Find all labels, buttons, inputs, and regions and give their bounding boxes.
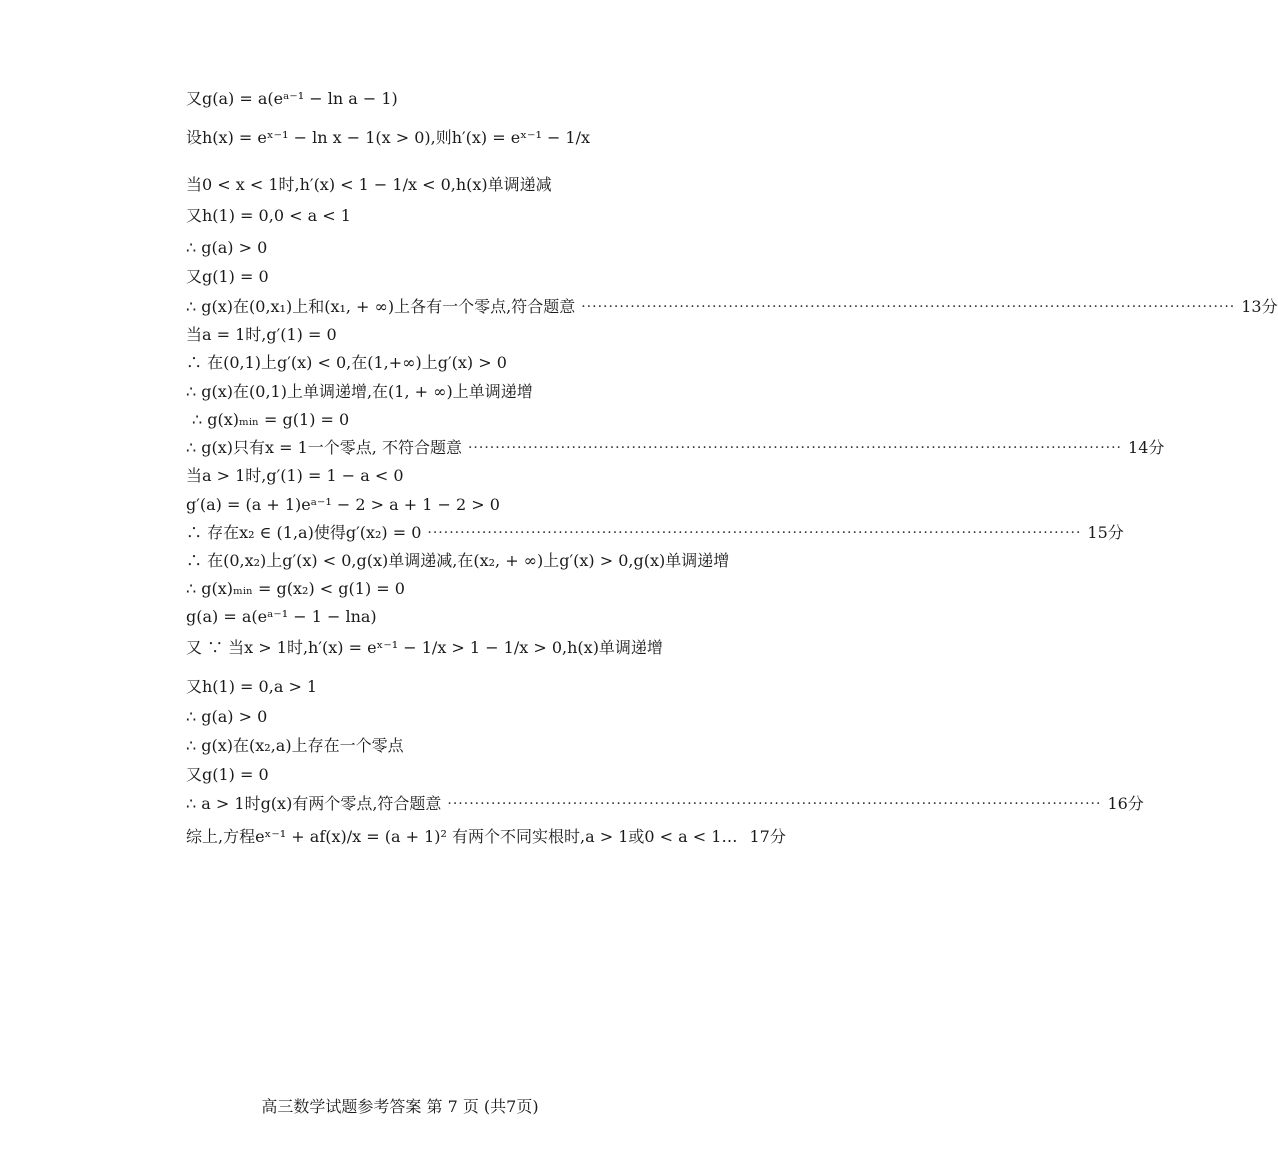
solution-line (192, 409, 766, 431)
line-text: 又g(1) = 0 (186, 765, 269, 784)
solution-line (186, 352, 766, 374)
solution-line (186, 522, 1124, 544)
line-text: 设h(x) = eˣ⁻¹ − ln x − 1(x > 0),则h′(x) = eˣ⁻¹ − 1/x (186, 128, 591, 147)
line-text: 又h(1) = 0,0 < a < 1 (186, 206, 351, 225)
line-text: g′(a) = (a + 1)eᵃ⁻¹ − 2 > a + 1 − 2 > 0 (186, 495, 500, 514)
line-text: 当a = 1时,g′(1) = 0 (186, 325, 337, 344)
line-text: ∴ g(a) > 0 (186, 238, 268, 257)
solution-line (186, 606, 766, 628)
line-text: ∴ g(x)ₘᵢₙ = g(x₂) < g(1) = 0 (186, 579, 405, 598)
line-text: ∴ g(x)在(0,x₁)上和(x₁, + ∞)上各有一个零点,符合题意 (186, 297, 576, 316)
line-text: 又h(1) = 0,a > 1 (186, 677, 318, 696)
solution-line (186, 237, 766, 259)
line-text: ∴ 在(0,1)上g′(x) < 0,在(1,+∞)上g′(x) > 0 (186, 353, 507, 372)
page-footer: 高三数学试题参考答案 第 7 页 (共7页) (261, 1097, 539, 1116)
solution-line (186, 550, 766, 572)
line-text: 又g(a) = a(eᵃ⁻¹ − ln a − 1) (186, 89, 398, 108)
line-text: g(a) = a(eᵃ⁻¹ − 1 − lna) (186, 607, 377, 626)
solution-line (186, 88, 766, 110)
line-text: 又g(1) = 0 (186, 267, 269, 286)
line-text: 当a > 1时,g′(1) = 1 − a < 0 (186, 466, 404, 485)
solution-line (186, 735, 766, 757)
solution-line (186, 296, 1278, 318)
solution-line (186, 437, 1165, 459)
solution-line (186, 578, 766, 600)
solution-line (186, 676, 766, 698)
line-text: 当0 < x < 1时,h′(x) < 1 − 1/x < 0,h(x)单调递减 (186, 175, 552, 194)
score-mark: 16分 (1107, 794, 1144, 813)
line-text: ∴ a > 1时g(x)有两个零点,符合题意 (186, 794, 442, 813)
score-mark: 13分 (1241, 297, 1278, 316)
line-text: ∴ g(a) > 0 (186, 707, 268, 726)
solution-line (186, 637, 766, 659)
score-mark: 14分 (1128, 438, 1165, 457)
leader-dots: ························································································································ (427, 525, 1082, 541)
line-text: ∴ 在(0,x₂)上g′(x) < 0,g(x)单调递减,在(x₂, + ∞)上g′(x) > 0,g(x)单调递增 (186, 551, 730, 570)
line-text: ∴ g(x)在(0,1)上单调递增,在(1, + ∞)上单调递增 (186, 382, 533, 401)
line-text: ∴ g(x)只有x = 1一个零点, 不符合题意 (186, 438, 462, 457)
line-text: ∴ g(x)在(x₂,a)上存在一个零点 (186, 736, 404, 755)
solution-line (186, 381, 766, 403)
line-text: 综上,方程eˣ⁻¹ + af(x)/x = (a + 1)² 有两个不同实根时,a > 1或0 < a < 1… (186, 827, 738, 846)
solution-line (186, 205, 766, 227)
solution-line (186, 494, 766, 516)
solution-line (186, 266, 766, 288)
solution-line (186, 793, 1144, 815)
line-text: ∴ 存在x₂ ∈ (1,a)使得g′(x₂) = 0 (186, 523, 422, 542)
solution-line (186, 764, 766, 786)
solution-line (186, 324, 766, 346)
score-mark: 17分 (749, 827, 786, 846)
solution-line (186, 465, 766, 487)
score-mark: 15分 (1087, 523, 1124, 542)
solution-line (186, 127, 766, 149)
line-text: 又 ∵ 当x > 1时,h′(x) = eˣ⁻¹ − 1/x > 1 − 1/x > 0,h(x)单调递增 (186, 638, 663, 657)
leader-dots: ························································································································ (581, 299, 1236, 315)
solution-line (186, 826, 786, 848)
leader-dots: ························································································································ (467, 440, 1123, 456)
leader-dots: ························································································································ (447, 796, 1102, 812)
solution-line (186, 706, 766, 728)
line-text: ∴ g(x)ₘᵢₙ = g(1) = 0 (192, 410, 350, 429)
solution-line (186, 174, 766, 196)
